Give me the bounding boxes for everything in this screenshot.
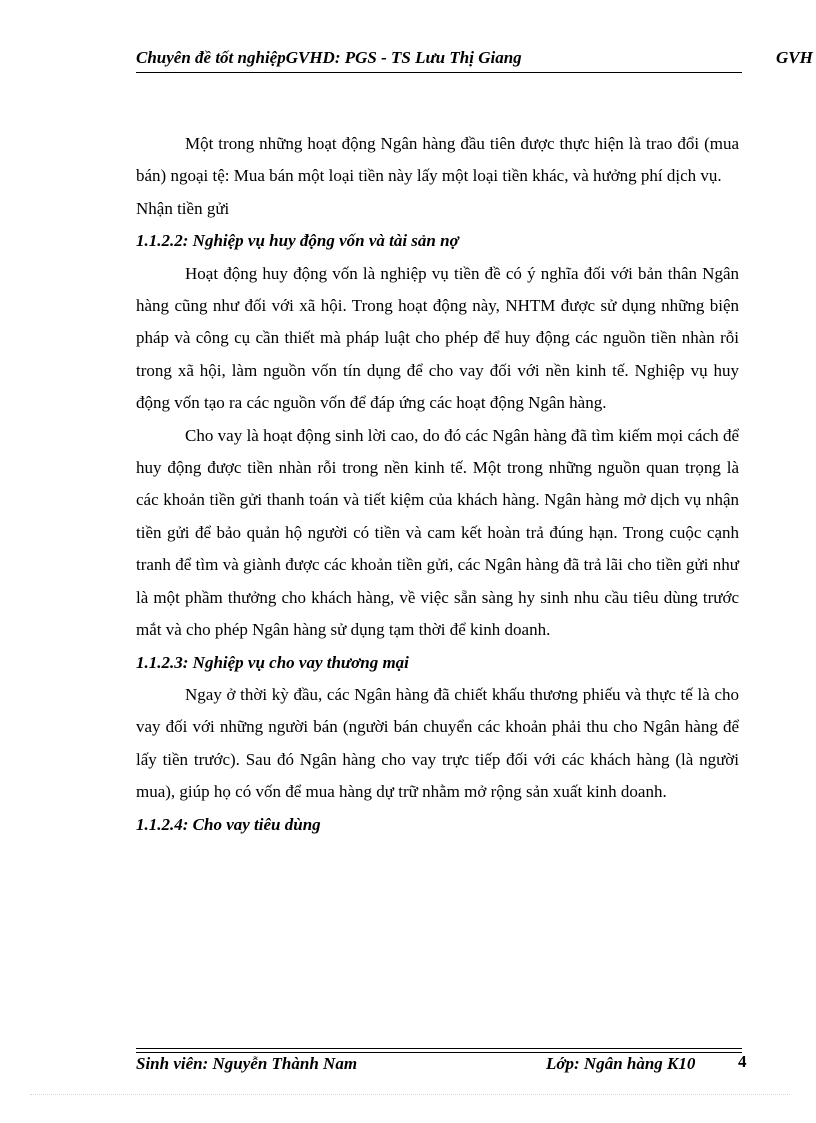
paragraph: Một trong những hoạt động Ngân hàng đầu tiên được thực hiện là trao đổi (mua bán) ngoại tệ: Mua bán một loại tiền này lấy một loại tiền khác, và hưởng phí dịch vụ. (136, 134, 739, 186)
section-heading: 1.1.2.2: Nghiệp vụ huy động vốn và tài sản nợ (136, 231, 459, 251)
footer-divider (136, 1052, 742, 1053)
page-edge-divider (30, 1094, 790, 1095)
section-heading: 1.1.2.4: Cho vay tiêu dùng (136, 814, 321, 834)
paragraph: Ngay ở thời kỳ đầu, các Ngân hàng đã chiết khấu thương phiếu và thực tế là cho vay đối với những người bán (người bán chuyển các khoản phải thu cho Ngân hàng để lấy tiền trước). Sau đó Ngân hàng cho vay trực tiếp đối với các khách hàng (là người mua), giúp họ có vốn để mua hàng dự trữ nhằm mở rộng sản xuất kinh doanh. (136, 684, 739, 802)
page-number: 4 (738, 1052, 747, 1071)
header-title: Chuyên đề tốt nghiệpGVHD: PGS - TS Lưu Thị Giang (136, 48, 522, 67)
footer-student: Sinh viên: Nguyễn Thành Nam (136, 1054, 358, 1073)
document-body (136, 128, 739, 841)
page-header (136, 48, 742, 73)
paragraph-short: Nhận tiền gửi (136, 198, 230, 218)
header-right-text: GVH (776, 48, 813, 67)
paragraph: Hoạt động huy động vốn là nghiệp vụ tiền đề có ý nghĩa đối với bản thân Ngân hàng cũng như đối với xã hội. Trong hoạt động này, NHTM được sử dụng những biện pháp và công cụ cần thiết mà pháp luật cho phép để huy động các nguồn tiền nhàn rỗi trong xã hội, làm nguồn vốn tín dụng để cho vay đối với nền kinh tế. Nghiệp vụ huy động vốn tạo ra các nguồn vốn để đáp ứng các hoạt động Ngân hàng. (136, 263, 739, 413)
footer-class: Lớp: Ngân hàng K10 (546, 1054, 696, 1073)
paragraph: Cho vay là hoạt động sinh lời cao, do đó các Ngân hàng đã tìm kiếm mọi cách để huy động được tiền nhàn rỗi trong nền kinh tế. Một trong những nguồn quan trọng là các khoản tiền gửi thanh toán và tiết kiệm của khách hàng. Ngân hàng mở dịch vụ nhận tiền gửi để bảo quản hộ người có tiền và cam kết hoàn trả đúng hạn. Trong cuộc cạnh tranh để tìm và giành được các khoản tiền gửi, các Ngân hàng đã trả lãi cho tiền gửi như là một phầm thưởng cho khách hàng, về việc sẵn sàng hy sinh nhu cầu tiêu dùng trước mắt và cho phép Ngân hàng sử dụng tạm thời để kinh doanh. (136, 425, 739, 640)
section-heading: 1.1.2.3: Nghiệp vụ cho vay thương mại (136, 652, 409, 672)
footer-divider (136, 1048, 742, 1049)
